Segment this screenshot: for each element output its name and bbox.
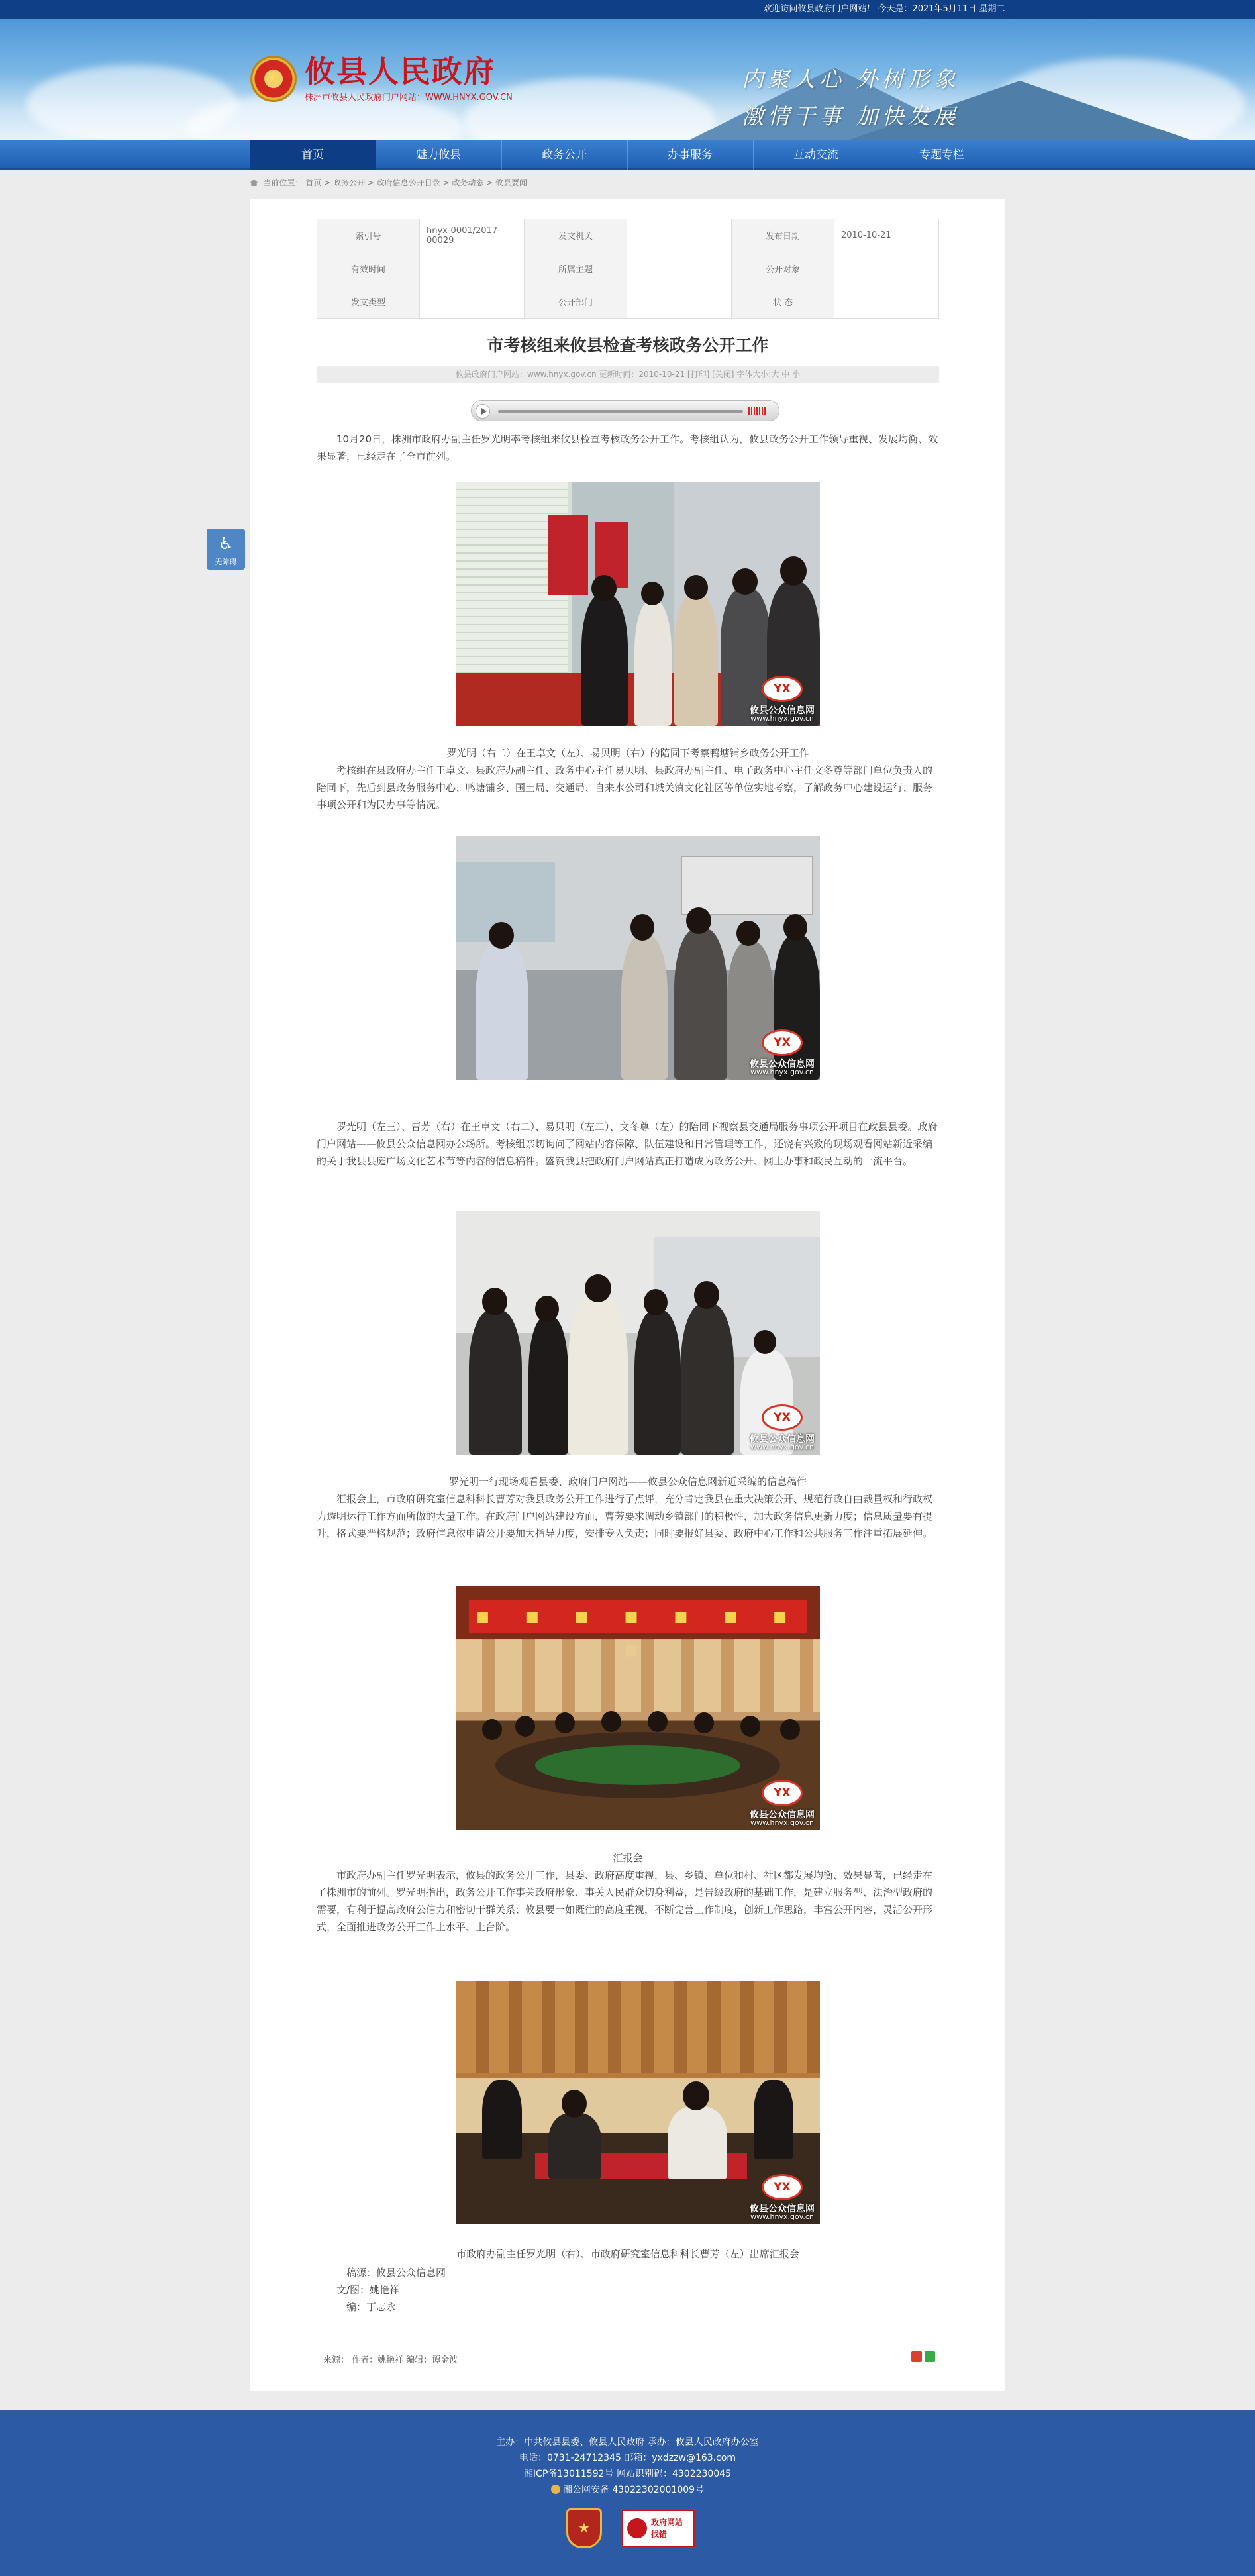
caption-1: 罗光明（右二）在王卓文（左）、易贝明（右）的陪同下考察鸭塘铺乡政务公开工作 — [446, 747, 809, 759]
nav-item-gov-affairs[interactable]: 政务公开 — [502, 140, 628, 170]
header-banner — [0, 19, 1255, 140]
slogan — [742, 61, 960, 135]
meta-key: 发文机关 — [525, 219, 627, 252]
meta-key: 索引号 — [317, 219, 420, 252]
gov-site-error-report-button[interactable] — [622, 2510, 695, 2547]
meta-value — [420, 285, 525, 319]
paragraph-5: 市政府办副主任罗光明表示，攸县的政务公开工作，县委、政府高度重视，县、乡镇、单位和村、社区都发展均衡、效果显著，已经走在了株洲市的前列。罗光明指出，政务公开工作事关政府形象、事关人民群众切身利益，是告级政府的基础工作，是建立服务型、法治型政府的需要，有利于提高政府公信力和密切干群关系；攸县要一如既往的高度重视，不断完善工作制度，创新工作思路，丰富公开内容，灵活公开形式，全面推进政务公开工作上水平、上台阶。 — [317, 1869, 933, 1933]
caption-4: 汇报会 — [613, 1852, 643, 1864]
meta-value — [627, 219, 732, 252]
meta-key: 发文类型 — [317, 285, 420, 319]
play-icon[interactable] — [476, 404, 490, 419]
share-icons — [911, 2351, 935, 2362]
footer-contact: 电话：0731-24712345 邮箱：yxdzzw@163.com — [519, 2453, 736, 2463]
article-photo-3 — [456, 1211, 820, 1455]
article-photo-4: ▪ ▪ ▪ ▪ ▪ ▪ ▪ YX 攸县公众信息网 www.hnyx.gov.cn — [456, 1586, 820, 1830]
nav-item-interaction[interactable]: 互动交流 — [754, 140, 879, 170]
footer-police-record[interactable]: 湘公网安备 43022302001009号 — [0, 2482, 1255, 2498]
nav-item-topics[interactable]: 专题专栏 — [879, 140, 1005, 170]
audio-progress-track[interactable] — [498, 410, 743, 413]
article-photo-5 — [456, 1981, 820, 2224]
meta-value — [420, 252, 525, 285]
watermark-logo: YX 攸县公众信息网 www.hnyx.gov.cn — [747, 1404, 817, 1453]
watermark-logo: YX 攸县公众信息网 www.hnyx.gov.cn — [747, 676, 817, 725]
credit-source: 稿源：攸县公众信息网 — [346, 2267, 446, 2279]
caption-3: 罗光明一行现场观看县委、政府门户网站——攸县公众信息网新近采编的信息稿件 — [448, 1476, 807, 1488]
meta-value — [627, 285, 732, 319]
slogan-line-1: 内聚人心 外树形象 — [742, 66, 960, 92]
credit-author: 文/图：姚艳祥 — [336, 2284, 400, 2296]
home-icon — [250, 180, 258, 186]
credit-editor: 编：丁志永 — [346, 2301, 397, 2313]
national-emblem-icon — [250, 56, 297, 102]
accessibility-label: 无障碍 — [215, 558, 237, 566]
footer-sponsor: 主办：中共攸县县委、攸县人民政府 承办：攸县人民政府办公室 — [496, 2437, 759, 2447]
meta-value: hnyx-0001/2017-00029 — [420, 219, 525, 252]
audio-player[interactable] — [471, 400, 779, 421]
article-info-bar[interactable]: 攸县政府门户网站：www.hnyx.gov.cn 更新时间：2010-10-21 [打印] [关闭] 字体大小:大 中 小 — [317, 366, 939, 383]
nav-item-home[interactable]: 首页 — [250, 140, 376, 170]
meta-value — [627, 252, 732, 285]
source-row: 来源： 作者：姚艳祥 编辑：谭金波 — [323, 2355, 458, 2365]
share-wechat-icon[interactable] — [925, 2351, 935, 2362]
footer-icp[interactable]: 湘ICP备13011592号 网站识别码：4302230045 — [523, 2469, 732, 2479]
top-bar — [0, 0, 1255, 19]
watermark-logo: YX 攸县公众信息网 www.hnyx.gov.cn — [747, 1029, 817, 1078]
site-logo[interactable] — [250, 54, 513, 103]
main-nav — [0, 140, 1255, 170]
article-photo-2 — [456, 836, 820, 1080]
meta-value — [834, 252, 939, 285]
article-title: 市考核组来攸县检查考核政务公开工作 — [487, 336, 769, 355]
wheelchair-icon: ♿ — [218, 534, 234, 554]
meta-key: 所属主题 — [525, 252, 627, 285]
meta-value — [834, 285, 939, 319]
police-badge-icon — [551, 2485, 560, 2494]
site-subtitle: 株洲市攸县人民政府门户网站：WWW.HNYX.GOV.CN — [305, 93, 513, 103]
meta-key: 发布日期 — [732, 219, 834, 252]
party-gov-badge-icon[interactable] — [566, 2508, 602, 2548]
article-container — [250, 199, 1005, 2391]
slogan-line-2: 激情干事 加快发展 — [742, 103, 960, 129]
meta-key: 状 态 — [732, 285, 834, 319]
error-report-icon — [627, 2518, 647, 2538]
nav-item-services[interactable]: 办事服务 — [628, 140, 754, 170]
site-title: 攸县人民政府 — [305, 54, 495, 89]
nav-item-charm[interactable]: 魅力攸县 — [376, 140, 502, 170]
watermark-logo: YX 攸县公众信息网 www.hnyx.gov.cn — [747, 2174, 817, 2223]
caption-5: 市政府办副主任罗光明（右）、市政府研究室信息科科长曹芳（左）出席汇报会 — [456, 2248, 799, 2260]
paragraph-4: 汇报会上，市政府研究室信息科科长曹芳对我县政务公开工作进行了点评，充分肯定我县在重大决策公开、规范行政自由裁量权和行政权力透明运行工作方面所做的大量工作。在政府门户网站建设方面，曹芳要求调动乡镇部门的积极性，加大政务信息更新力度；信息质量要有提升，格式要严格规范；政府信息依申请公开要加大指导力度，安排专人负责；同时要报好县委、政府中心工作和公共服务工作注重拓展延伸。 — [317, 1493, 933, 1539]
error-report-label-2: 找错 — [651, 2530, 668, 2539]
meta-value: 2010-10-21 — [834, 219, 939, 252]
welcome-text: 欢迎访问攸县政府门户网站！ 今天是：2021年5月11日 星期二 — [763, 4, 1005, 14]
article-photo-1 — [456, 482, 820, 726]
breadcrumb — [250, 170, 1005, 196]
metadata-table — [317, 219, 939, 319]
footer — [0, 2410, 1255, 2576]
paragraph-1: 10月20日，株洲市政府办副主任罗光明率考核组来攸县检查考核政务公开工作。考核组认为，攸县政务公开工作领导重视、发展均衡、效果显著，已经走在了全市前列。 — [317, 433, 938, 462]
meta-key: 公开对象 — [732, 252, 834, 285]
meta-key: 有效时间 — [317, 252, 420, 285]
volume-icon[interactable] — [748, 407, 766, 415]
breadcrumb-text[interactable]: 当前位置： 首页 > 政务公开 > 政府信息公开目录 > 政务动态 > 攸县要闻 — [263, 178, 528, 187]
watermark-logo: YX 攸县公众信息网 www.hnyx.gov.cn — [747, 1780, 817, 1829]
meta-key: 公开部门 — [525, 285, 627, 319]
paragraph-3: 罗光明（左三）、曹芳（右）在王卓文（右二）、易贝明（左二）、文冬尊（左）的陪同下视察县交通局服务事项公开项目在政县县委。政府门户网站——攸县公众信息网办公场所。考核组亲切询问了网站内容保障、队伍建设和日常管理等工作，还饶有兴致的现场观看网站新近采编的关于我县县庭广场文化艺术节等内容的信息稿件。盛赞我县把政府门户网站真正打造成为政务公开、网上办事和政民互动的一流平台。 — [317, 1121, 938, 1167]
accessibility-button[interactable] — [207, 529, 245, 570]
error-report-label-1: 政府网站 — [651, 2518, 683, 2527]
paragraph-2: 考核组在县政府办主任王卓文、县政府办副主任、政务中心主任易贝明、县政府办副主任、电子政务中心主任文冬尊等部门单位负责人的陪同下，先后到县政务服务中心、鸭塘铺乡、国土局、交通局、自来水公司和城关镇文化社区等单位实地考察，了解政务中心建设运行、服务事项公开和为民办事等情况。 — [317, 764, 933, 811]
article-credits — [336, 2264, 446, 2316]
share-weibo-icon[interactable] — [911, 2351, 922, 2362]
